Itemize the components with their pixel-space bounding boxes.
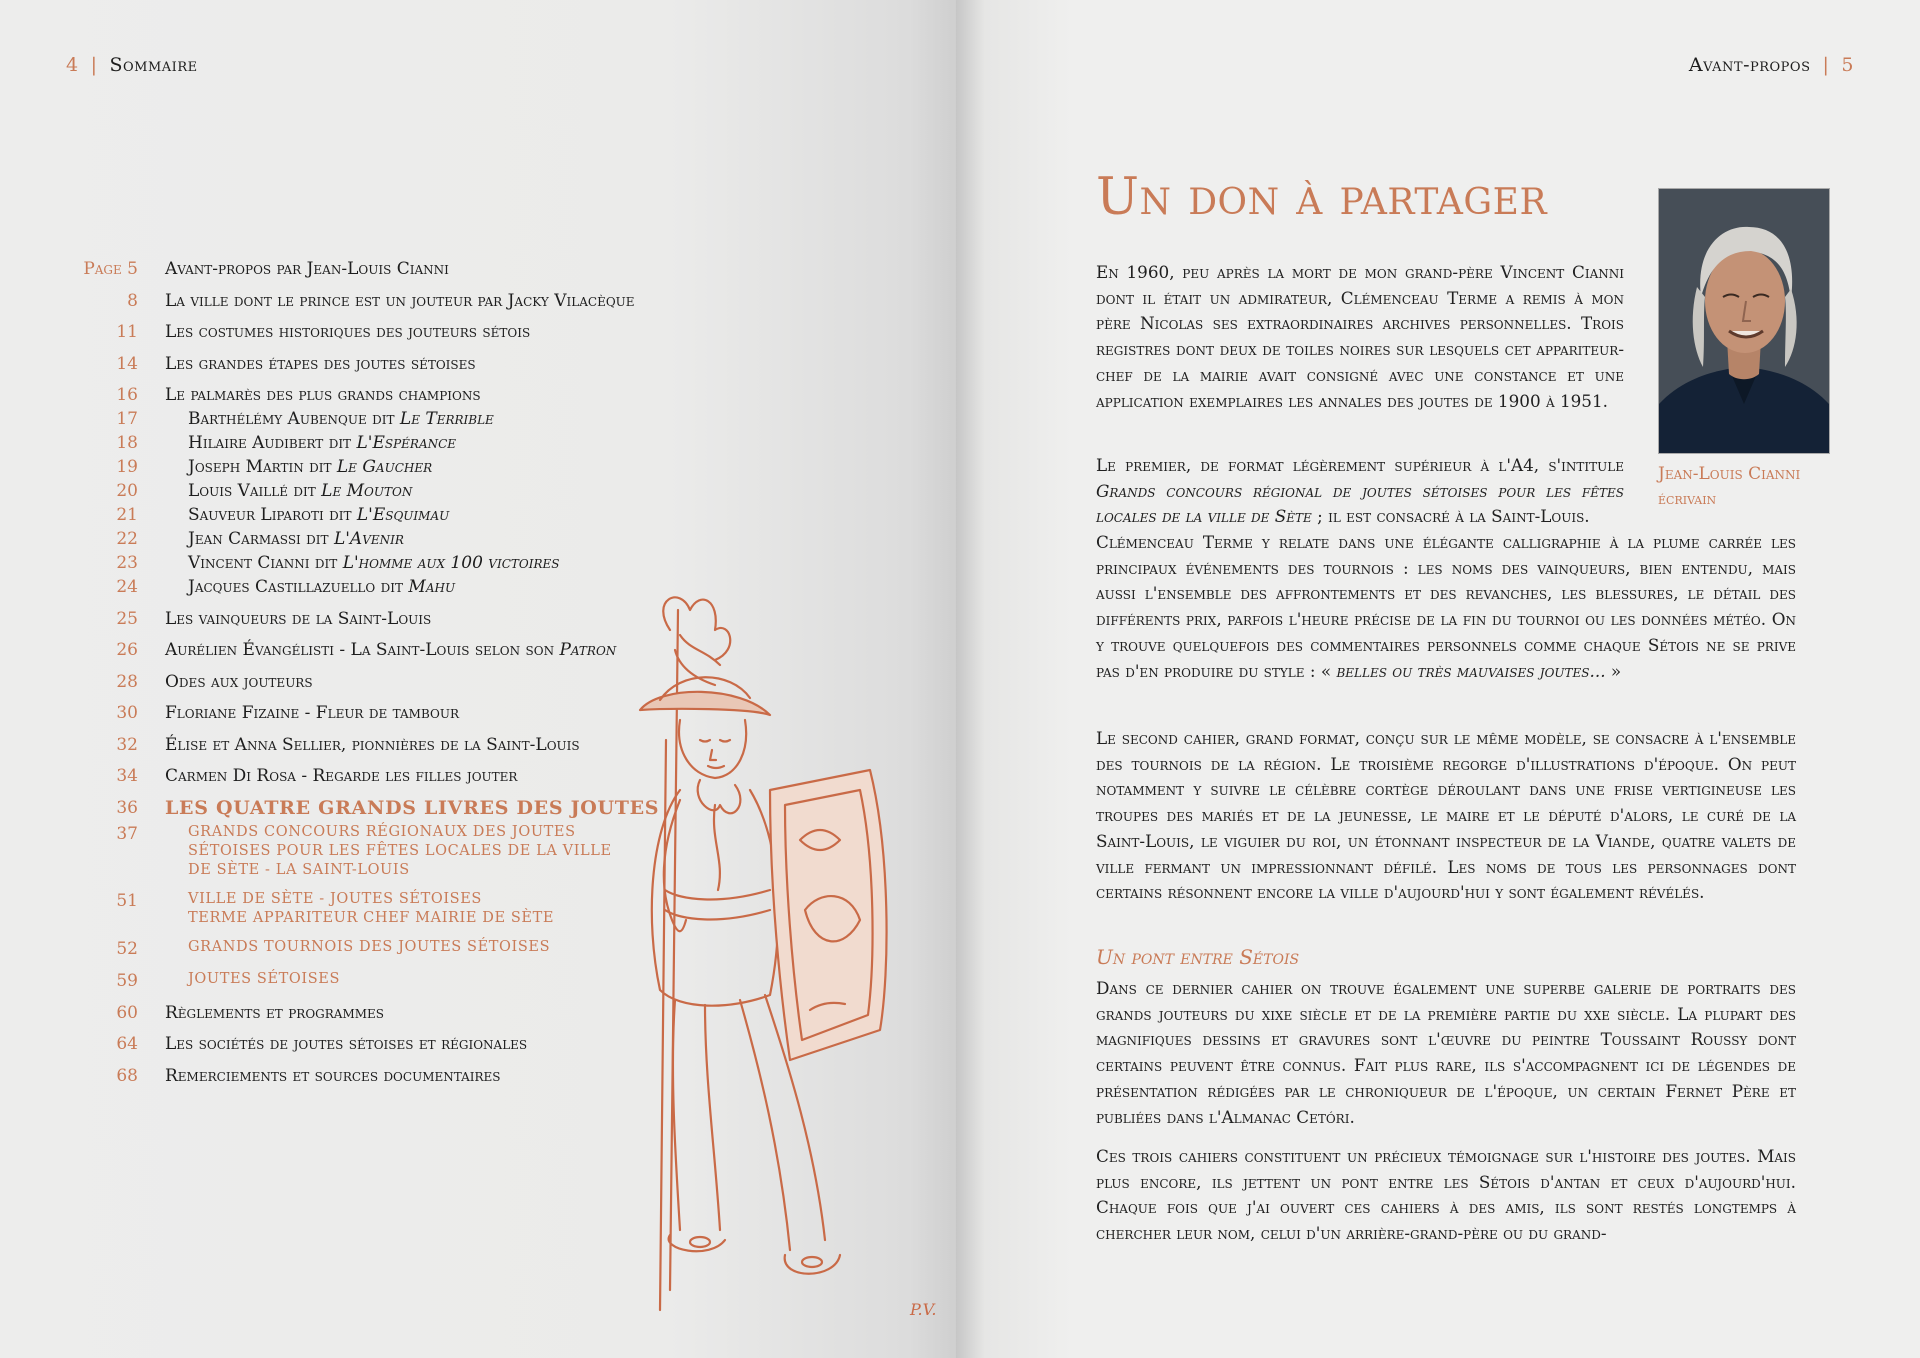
- toc-sub-entry: [66, 408, 686, 430]
- text-run: Clémenceau Terme y relate dans une élégante calligraphie à la plume carrée les principaux événements des tournois : les noms des vainqueurs, bien entendu, mais aussi l'ensemble des affrontements et des revanches, les blessures, le détail des différents prix, parfois l'heure précise de la fin du tournoi ou les données météo. On y trouve quelquefois des commentaires personnels comme chaque Sétois ne se prive pas d'en produire du style : «: [1096, 532, 1796, 681]
- toc-title: [165, 765, 517, 787]
- toc-entry: [66, 608, 686, 630]
- running-header-left: [66, 54, 198, 76]
- section-title: Sommaire: [109, 54, 198, 76]
- section-title: Avant-propos: [1688, 54, 1811, 76]
- jouster-engraving-icon: [620, 590, 940, 1340]
- toc-page-number: 60: [116, 1002, 138, 1023]
- toc-title-text: Barthélémy Aubenque dit: [188, 409, 400, 429]
- toc-nickname: Mahu: [408, 577, 456, 597]
- toc-title-text: Aurélien Évangélisti - La Saint-Louis selon son: [165, 640, 560, 660]
- toc-page-number: 25: [116, 608, 138, 629]
- toc-title-text: Louis Vaillé dit: [188, 481, 322, 501]
- toc-page-number: 20: [116, 481, 138, 501]
- paragraph-1: En 1960, peu après la mort de mon grand-père Vincent Cianni dont il était un admirateur, Clémenceau Terme a remis à mon père Nicolas ses extraordinaires archives personnelles. Trois registres dont deux de toiles noires sur lesquels cet appariteur-chef de la mairie avait consigné avec une constance et une application exemplaires les annales des joutes de 1900 à 1951.: [1096, 262, 1624, 411]
- toc-sub-entry: [66, 552, 686, 574]
- toc-title: [188, 528, 404, 550]
- toc-entry: [66, 639, 686, 661]
- toc-title: [165, 384, 481, 406]
- toc-title-text: Règlements et programmes: [165, 1002, 385, 1023]
- toc-title: [165, 353, 476, 375]
- toc-title-text: GRANDS CONCOURS RÉGIONAUX DES JOUTES SÉTOISES POUR LES FÊTES LOCALES DE LA VILLE DE SÈTE - LA SAINT-LOUIS: [188, 824, 612, 878]
- toc-entry: [66, 353, 686, 375]
- toc-title: [188, 890, 554, 928]
- toc-page-number: 23: [116, 553, 138, 573]
- toc-entry: [66, 970, 686, 992]
- toc-page-number: 14: [116, 353, 138, 374]
- toc-page-number: 34: [116, 766, 138, 786]
- running-header-right: [1689, 54, 1854, 76]
- portrait-icon: [1659, 189, 1829, 453]
- toc-title-text: Sauveur Liparoti dit: [188, 505, 357, 525]
- toc-entry: [66, 1065, 686, 1087]
- article-title: Un don à partager: [1096, 168, 1548, 227]
- toc-page-number: Page 5: [83, 259, 138, 279]
- paragraph-5: Ces trois cahiers constituent un précieux témoignage sur l'histoire des joutes. Mais plus encore, ils jettent un pont entre les Sétois d'antan et ceux d'aujourd'hui. Chaque fois que j'ai ouvert ces cahiers à des amis, ils sont restés longtemps à chercher leur nom, celui d'un arrière-grand-père ou du grand-: [1096, 1146, 1796, 1244]
- toc-title-text: LES QUATRE GRANDS LIVRES DES JOUTES: [165, 797, 660, 819]
- toc-title: [188, 823, 612, 880]
- toc-page-number: 21: [116, 505, 138, 525]
- toc-title-text: Les costumes historiques des jouteurs sétois: [165, 322, 531, 342]
- paragraph-3: Le second cahier, grand format, conçu sur le même modèle, se consacre à l'ensemble des tournois de la région. Le troisième regorge d'illustrations d'époque. On peut notamment y suivre le célèbre cortège déroulant dans une frise vertigineuse les troupes des mariés et de la jeunesse, le maire et le député d'alors, le curé de la Saint-Louis, le viguier du roi, un étonnant inspecteur de la Viande, quatre valets de ville fermant un impressionnant défilé. Les noms de tous les personnages dont certains résonnent encore la ville d'aujourd'hui y sont également révélés.: [1096, 728, 1796, 903]
- toc-title-text: Les sociétés de joutes sétoises et régionales: [165, 1034, 528, 1054]
- toc-title: [165, 734, 580, 756]
- toc-title: [165, 1033, 527, 1055]
- toc-title: [188, 938, 550, 957]
- toc-entry: [66, 734, 686, 756]
- toc-title-text: VILLE DE SÈTE - JOUTES SÉTOISES TERME APPARITEUR CHEF MAIRIE DE SÈTE: [188, 891, 555, 926]
- toc-nickname: Patron: [559, 640, 617, 660]
- illustration-signature: P.V.: [910, 1300, 937, 1319]
- toc-nickname: L'Avenir: [333, 529, 404, 549]
- toc-entry: [66, 384, 686, 406]
- toc-title: [165, 290, 635, 312]
- toc-page-number: 52: [116, 939, 138, 959]
- toc-title: [188, 456, 432, 478]
- toc-title: [188, 408, 494, 430]
- toc-title: [165, 1002, 384, 1024]
- toc-sub-entry: [66, 576, 686, 598]
- toc-entry: [66, 258, 686, 280]
- toc-title-text: Odes aux jouteurs: [165, 671, 313, 692]
- toc-page-number: 24: [116, 577, 138, 597]
- toc-title: [188, 576, 455, 598]
- text-run: ; il est consacré à la Saint-Louis.: [1311, 506, 1590, 527]
- toc-entry: [66, 321, 686, 343]
- toc-title-text: Le palmarès des plus grands champions: [165, 385, 481, 405]
- toc-page-number: 36: [116, 798, 138, 818]
- toc-title-text: Les grandes étapes des joutes sétoises: [165, 353, 476, 374]
- toc-entry: [66, 797, 686, 819]
- caption-name: Jean-Louis Cianni: [1658, 464, 1801, 484]
- toc-sub-entry: [66, 432, 686, 454]
- toc-title-text: Les vainqueurs de la Saint-Louis: [165, 608, 432, 629]
- toc-title-text: JOUTES SÉTOISES: [188, 971, 340, 987]
- toc-page-number: 17: [116, 409, 138, 429]
- toc-title-text: Carmen Di Rosa - Regarde les filles jouter: [165, 766, 518, 786]
- toc-nickname: Le Mouton: [321, 481, 413, 501]
- toc-sub-entry: [66, 504, 686, 526]
- toc-page-number: 37: [116, 824, 138, 844]
- toc-title: [165, 1065, 501, 1087]
- toc-title-text: Avant-propos par Jean-Louis Cianni: [165, 259, 449, 279]
- quote: belles ou très mauvaises joutes...: [1336, 660, 1606, 681]
- toc-page-number: 19: [116, 457, 138, 477]
- toc-page-number: 59: [116, 971, 138, 991]
- photo-caption: [1658, 462, 1858, 512]
- toc-page-number: 28: [116, 671, 138, 692]
- toc-entry: [66, 890, 686, 928]
- toc-page-number: 8: [127, 290, 138, 311]
- toc-title-text: GRANDS TOURNOIS DES JOUTES SÉTOISES: [188, 939, 551, 955]
- toc-nickname: L'homme aux 100 victoires: [342, 553, 560, 573]
- toc-page-number: 22: [116, 529, 138, 549]
- toc-title: [188, 504, 449, 526]
- toc-title: [165, 702, 459, 724]
- toc-title: [188, 552, 559, 574]
- text-run: Le premier, de format légèrement supérieur à l'A4, s'intitule: [1096, 455, 1624, 475]
- toc-title: [188, 432, 456, 454]
- right-page: [956, 0, 1920, 1358]
- toc-entry: [66, 765, 686, 787]
- toc-title: [165, 258, 449, 280]
- toc-entry: [66, 702, 686, 724]
- toc-title: [165, 797, 659, 819]
- toc-page-number: 51: [116, 891, 138, 911]
- toc-sub-entry: [66, 480, 686, 502]
- toc-title: [165, 321, 530, 343]
- toc-page-number: 11: [116, 322, 138, 342]
- caption-role: écrivain: [1658, 490, 1717, 508]
- toc-page-number: 32: [116, 734, 138, 755]
- toc-title-text: Vincent Cianni dit: [188, 553, 343, 573]
- paragraph-2-start: [1096, 453, 1624, 530]
- toc-page-number: 64: [116, 1034, 138, 1054]
- toc-title: [165, 671, 313, 693]
- header-separator: |: [1822, 54, 1830, 76]
- toc-title-text: La ville dont le prince est un jouteur par Jacky Vilacèque: [165, 290, 635, 311]
- toc-entry: [66, 823, 686, 880]
- toc-entry: [66, 1033, 686, 1055]
- page-number: 5: [1841, 54, 1854, 76]
- page-number: 4: [66, 54, 79, 76]
- toc-title: [188, 480, 412, 502]
- header-separator: |: [90, 54, 98, 76]
- toc-title-text: Jean Carmassi dit: [188, 529, 334, 549]
- toc-title-text: Remerciements et sources documentaires: [165, 1065, 501, 1086]
- toc-entry: [66, 290, 686, 312]
- toc-title-text: Hilaire Audibert dit: [188, 433, 357, 453]
- text-run: »: [1605, 660, 1622, 681]
- toc-entry: [66, 671, 686, 693]
- paragraph-2-continued: [1096, 530, 1796, 684]
- toc-title: [165, 639, 616, 661]
- toc-nickname: Le Gaucher: [336, 457, 433, 477]
- toc-title-text: Joseph Martin dit: [188, 457, 337, 477]
- toc-title-text: Floriane Fizaine - Fleur de tambour: [165, 703, 459, 723]
- toc-entry: [66, 938, 686, 960]
- toc-entry: [66, 1002, 686, 1024]
- toc-title: [165, 608, 431, 630]
- toc-sub-entry: [66, 456, 686, 478]
- table-of-contents: [66, 258, 686, 1087]
- toc-title: [188, 970, 340, 989]
- toc-nickname: L'Esquimau: [356, 505, 450, 525]
- toc-page-number: 16: [116, 385, 138, 405]
- subheading: Un pont entre Sétois: [1096, 945, 1300, 969]
- author-photo: [1658, 188, 1830, 454]
- toc-nickname: Le Terrible: [399, 409, 494, 429]
- paragraph-4: Dans ce dernier cahier on trouve également une superbe galerie de portraits des grands jouteurs du xixe siècle et de la première partie du xxe siècle. La plupart des magnifiques dessins et gravures sont l'œuvre du peintre Toussaint Roussy dont certains peuvent être connus. Fait plus rare, ils s'accompagnent ici de légendes de présentation rédigées par le chroniqueur de l'époque, un certain Fernet Père et publiées dans l'Almanac Cetóri.: [1096, 978, 1796, 1127]
- toc-page-number: 26: [116, 640, 138, 660]
- toc-title-text: Élise et Anna Sellier, pionnières de la Saint-Louis: [165, 734, 580, 755]
- toc-page-number: 18: [116, 433, 138, 453]
- toc-page-number: 68: [116, 1065, 138, 1086]
- toc-page-number: 30: [116, 703, 138, 723]
- left-page: [0, 0, 956, 1358]
- toc-sub-entry: [66, 528, 686, 550]
- toc-nickname: L'Espérance: [356, 433, 457, 453]
- book-title: Grands concours régional de joutes sétoises pour les fêtes locales de la ville de Sète: [1096, 480, 1624, 527]
- toc-title-text: Jacques Castillazuello dit: [188, 577, 409, 597]
